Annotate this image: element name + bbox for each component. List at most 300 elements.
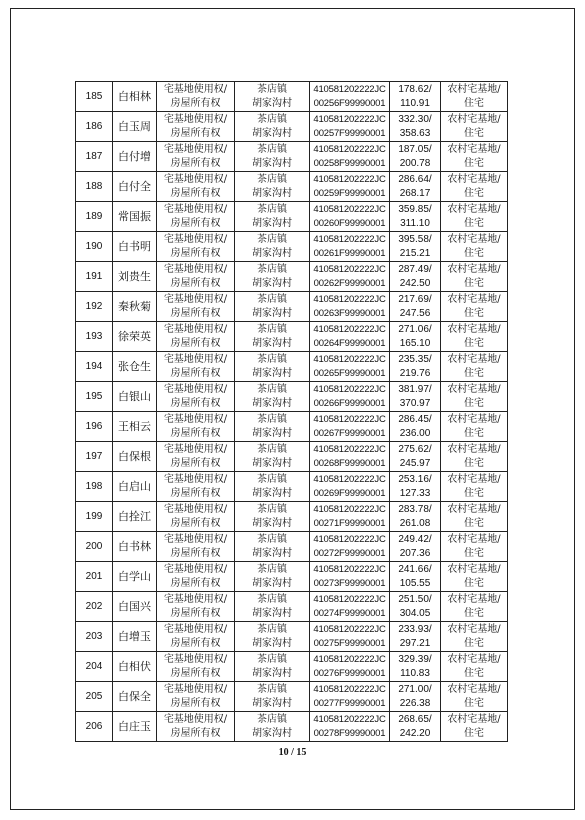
row-number: 202 bbox=[76, 592, 113, 622]
right-type-line-2: 房屋所有权 bbox=[170, 187, 221, 199]
right-type-line-1: 宅基地使用权/ bbox=[163, 413, 228, 425]
land-use bbox=[441, 352, 508, 382]
right-type bbox=[157, 682, 235, 712]
location bbox=[235, 652, 310, 682]
row-number: 193 bbox=[76, 322, 113, 352]
land-use bbox=[441, 322, 508, 352]
unit-code bbox=[310, 592, 390, 622]
unit-code-line-2: 00272F99990001 bbox=[313, 547, 386, 559]
unit-code bbox=[310, 232, 390, 262]
area-values-line-1: 241.66/ bbox=[398, 563, 432, 575]
right-type-line-2: 房屋所有权 bbox=[170, 487, 221, 499]
land-use-line-2: 住宅 bbox=[464, 187, 484, 199]
land-use-line-2: 住宅 bbox=[464, 637, 484, 649]
table-row bbox=[76, 142, 508, 172]
area-values-line-1: 235.35/ bbox=[398, 353, 432, 365]
unit-code-line-2: 00260F99990001 bbox=[313, 217, 386, 229]
location-line-2: 胡家沟村 bbox=[252, 517, 292, 529]
land-use bbox=[441, 382, 508, 412]
table-row bbox=[76, 292, 508, 322]
location bbox=[235, 352, 310, 382]
land-use bbox=[441, 562, 508, 592]
right-type-line-1: 宅基地使用权/ bbox=[163, 323, 228, 335]
unit-code bbox=[310, 202, 390, 232]
right-type-line-2: 房屋所有权 bbox=[170, 577, 221, 589]
unit-code-line-2: 00269F99990001 bbox=[313, 487, 386, 499]
location bbox=[235, 532, 310, 562]
area-values-line-1: 268.65/ bbox=[398, 713, 432, 725]
location-line-2: 胡家沟村 bbox=[252, 427, 292, 439]
land-use-line-1: 农村宅基地/ bbox=[447, 323, 501, 335]
area-values bbox=[390, 232, 441, 262]
right-type-line-1: 宅基地使用权/ bbox=[163, 383, 228, 395]
location bbox=[235, 322, 310, 352]
right-type-line-1: 宅基地使用权/ bbox=[163, 83, 228, 95]
unit-code bbox=[310, 622, 390, 652]
area-values-line-2: 215.21 bbox=[399, 247, 431, 259]
right-type-line-2: 房屋所有权 bbox=[170, 247, 221, 259]
right-type-line-2: 房屋所有权 bbox=[170, 217, 221, 229]
area-values-line-1: 329.39/ bbox=[398, 653, 432, 665]
unit-code-line-2: 00262F99990001 bbox=[313, 277, 386, 289]
area-values-line-1: 178.62/ bbox=[398, 83, 432, 95]
owner-name: 白付全 bbox=[113, 172, 157, 202]
land-use-line-2: 住宅 bbox=[464, 517, 484, 529]
unit-code-line-2: 00263F99990001 bbox=[313, 307, 386, 319]
unit-code bbox=[310, 562, 390, 592]
location-line-1: 茶店镇 bbox=[257, 113, 287, 125]
right-type bbox=[157, 442, 235, 472]
location-line-1: 茶店镇 bbox=[257, 143, 287, 155]
location-line-2: 胡家沟村 bbox=[252, 367, 292, 379]
land-use-line-2: 住宅 bbox=[464, 277, 484, 289]
unit-code-line-2: 00271F99990001 bbox=[313, 517, 386, 529]
owner-name: 白相林 bbox=[113, 82, 157, 112]
right-type bbox=[157, 562, 235, 592]
land-use-line-1: 农村宅基地/ bbox=[447, 383, 501, 395]
area-values bbox=[390, 412, 441, 442]
table-row bbox=[76, 202, 508, 232]
owner-name: 白玉周 bbox=[113, 112, 157, 142]
location-line-1: 茶店镇 bbox=[257, 383, 287, 395]
owner-name: 白增玉 bbox=[113, 622, 157, 652]
area-values-line-1: 271.06/ bbox=[398, 323, 432, 335]
area-values-line-2: 226.38 bbox=[399, 697, 431, 709]
area-values-line-2: 358.63 bbox=[399, 127, 431, 139]
table-row bbox=[76, 382, 508, 412]
location-line-2: 胡家沟村 bbox=[252, 307, 292, 319]
location-line-1: 茶店镇 bbox=[257, 293, 287, 305]
location-line-1: 茶店镇 bbox=[257, 683, 287, 695]
unit-code-line-2: 00276F99990001 bbox=[313, 667, 386, 679]
owner-name: 刘贵生 bbox=[113, 262, 157, 292]
right-type-line-1: 宅基地使用权/ bbox=[163, 173, 228, 185]
right-type-line-1: 宅基地使用权/ bbox=[163, 263, 228, 275]
row-number: 201 bbox=[76, 562, 113, 592]
right-type bbox=[157, 172, 235, 202]
land-use-line-2: 住宅 bbox=[464, 307, 484, 319]
area-values-line-2: 311.10 bbox=[400, 217, 430, 229]
land-use bbox=[441, 292, 508, 322]
land-use-line-1: 农村宅基地/ bbox=[447, 593, 501, 605]
right-type-line-1: 宅基地使用权/ bbox=[163, 503, 228, 515]
unit-code bbox=[310, 262, 390, 292]
right-type bbox=[157, 292, 235, 322]
location-line-2: 胡家沟村 bbox=[252, 697, 292, 709]
right-type bbox=[157, 592, 235, 622]
unit-code-line-1: 410581202222JC bbox=[313, 383, 386, 395]
table-row bbox=[76, 682, 508, 712]
land-use bbox=[441, 82, 508, 112]
land-use-line-2: 住宅 bbox=[464, 217, 484, 229]
land-use-line-2: 住宅 bbox=[464, 577, 484, 589]
location-line-1: 茶店镇 bbox=[257, 353, 287, 365]
right-type-line-1: 宅基地使用权/ bbox=[163, 713, 228, 725]
area-values-line-1: 253.16/ bbox=[398, 473, 432, 485]
location bbox=[235, 262, 310, 292]
unit-code-line-1: 410581202222JC bbox=[313, 113, 386, 125]
row-number: 200 bbox=[76, 532, 113, 562]
location-line-1: 茶店镇 bbox=[257, 173, 287, 185]
location-line-2: 胡家沟村 bbox=[252, 127, 292, 139]
unit-code-line-1: 410581202222JC bbox=[313, 143, 386, 155]
land-use bbox=[441, 142, 508, 172]
right-type bbox=[157, 382, 235, 412]
right-type-line-2: 房屋所有权 bbox=[170, 667, 221, 679]
right-type-line-2: 房屋所有权 bbox=[170, 637, 221, 649]
row-number: 197 bbox=[76, 442, 113, 472]
location-line-1: 茶店镇 bbox=[257, 413, 287, 425]
location-line-2: 胡家沟村 bbox=[252, 97, 292, 109]
registration-table bbox=[75, 81, 508, 742]
land-use-line-2: 住宅 bbox=[464, 547, 484, 559]
area-values bbox=[390, 352, 441, 382]
land-use-line-1: 农村宅基地/ bbox=[447, 473, 501, 485]
area-values-line-1: 381.97/ bbox=[398, 383, 432, 395]
owner-name: 白保根 bbox=[113, 442, 157, 472]
row-number: 191 bbox=[76, 262, 113, 292]
land-use-line-1: 农村宅基地/ bbox=[447, 443, 501, 455]
right-type-line-2: 房屋所有权 bbox=[170, 697, 221, 709]
right-type-line-1: 宅基地使用权/ bbox=[163, 113, 228, 125]
location-line-1: 茶店镇 bbox=[257, 323, 287, 335]
area-values-line-1: 359.85/ bbox=[398, 203, 432, 215]
unit-code-line-1: 410581202222JC bbox=[313, 413, 386, 425]
table-row bbox=[76, 622, 508, 652]
row-number: 186 bbox=[76, 112, 113, 142]
area-values-line-2: 247.56 bbox=[399, 307, 431, 319]
area-values-line-2: 200.78 bbox=[399, 157, 431, 169]
area-values-line-1: 271.00/ bbox=[398, 683, 432, 695]
area-values-line-2: 110.83 bbox=[400, 667, 430, 679]
right-type bbox=[157, 712, 235, 742]
owner-name: 徐荣英 bbox=[113, 322, 157, 352]
right-type bbox=[157, 262, 235, 292]
unit-code bbox=[310, 382, 390, 412]
unit-code bbox=[310, 112, 390, 142]
table-row bbox=[76, 172, 508, 202]
area-values bbox=[390, 622, 441, 652]
unit-code bbox=[310, 352, 390, 382]
row-number: 205 bbox=[76, 682, 113, 712]
area-values-line-2: 370.97 bbox=[399, 397, 431, 409]
land-use-line-1: 农村宅基地/ bbox=[447, 533, 501, 545]
table-row bbox=[76, 412, 508, 442]
right-type-line-1: 宅基地使用权/ bbox=[163, 623, 228, 635]
area-values bbox=[390, 172, 441, 202]
unit-code bbox=[310, 472, 390, 502]
location-line-2: 胡家沟村 bbox=[252, 457, 292, 469]
right-type bbox=[157, 622, 235, 652]
unit-code bbox=[310, 712, 390, 742]
row-number: 189 bbox=[76, 202, 113, 232]
row-number: 195 bbox=[76, 382, 113, 412]
location bbox=[235, 292, 310, 322]
owner-name: 白国兴 bbox=[113, 592, 157, 622]
right-type bbox=[157, 82, 235, 112]
location-line-1: 茶店镇 bbox=[257, 203, 287, 215]
land-use-line-2: 住宅 bbox=[464, 727, 484, 739]
owner-name: 王相云 bbox=[113, 412, 157, 442]
location-line-1: 茶店镇 bbox=[257, 533, 287, 545]
row-number: 185 bbox=[76, 82, 113, 112]
area-values bbox=[390, 532, 441, 562]
land-use bbox=[441, 202, 508, 232]
location-line-2: 胡家沟村 bbox=[252, 667, 292, 679]
unit-code-line-2: 00257F99990001 bbox=[313, 127, 386, 139]
location bbox=[235, 382, 310, 412]
location-line-2: 胡家沟村 bbox=[252, 187, 292, 199]
unit-code-line-1: 410581202222JC bbox=[313, 653, 386, 665]
unit-code-line-1: 410581202222JC bbox=[313, 443, 386, 455]
unit-code bbox=[310, 502, 390, 532]
table-row bbox=[76, 592, 508, 622]
land-use-line-1: 农村宅基地/ bbox=[447, 203, 501, 215]
right-type-line-2: 房屋所有权 bbox=[170, 397, 221, 409]
right-type bbox=[157, 112, 235, 142]
land-use-line-1: 农村宅基地/ bbox=[447, 293, 501, 305]
area-values bbox=[390, 562, 441, 592]
location bbox=[235, 202, 310, 232]
location-line-1: 茶店镇 bbox=[257, 443, 287, 455]
row-number: 190 bbox=[76, 232, 113, 262]
unit-code-line-2: 00264F99990001 bbox=[313, 337, 386, 349]
table-row bbox=[76, 322, 508, 352]
area-values bbox=[390, 112, 441, 142]
area-values bbox=[390, 472, 441, 502]
right-type bbox=[157, 202, 235, 232]
right-type-line-1: 宅基地使用权/ bbox=[163, 653, 228, 665]
right-type bbox=[157, 352, 235, 382]
right-type-line-1: 宅基地使用权/ bbox=[163, 593, 228, 605]
location-line-2: 胡家沟村 bbox=[252, 637, 292, 649]
row-number: 192 bbox=[76, 292, 113, 322]
location bbox=[235, 472, 310, 502]
location-line-1: 茶店镇 bbox=[257, 263, 287, 275]
location-line-1: 茶店镇 bbox=[257, 503, 287, 515]
unit-code-line-1: 410581202222JC bbox=[313, 683, 386, 695]
owner-name: 白银山 bbox=[113, 382, 157, 412]
right-type-line-2: 房屋所有权 bbox=[170, 97, 221, 109]
row-number: 198 bbox=[76, 472, 113, 502]
area-values bbox=[390, 82, 441, 112]
land-use-line-2: 住宅 bbox=[464, 247, 484, 259]
owner-name: 白保全 bbox=[113, 682, 157, 712]
land-use-line-1: 农村宅基地/ bbox=[447, 623, 501, 635]
unit-code-line-2: 00268F99990001 bbox=[313, 457, 386, 469]
land-use-line-1: 农村宅基地/ bbox=[447, 563, 501, 575]
location-line-1: 茶店镇 bbox=[257, 653, 287, 665]
land-use-line-2: 住宅 bbox=[464, 337, 484, 349]
unit-code-line-2: 00266F99990001 bbox=[313, 397, 386, 409]
location-line-2: 胡家沟村 bbox=[252, 727, 292, 739]
table-row bbox=[76, 532, 508, 562]
right-type bbox=[157, 532, 235, 562]
land-use-line-1: 农村宅基地/ bbox=[447, 683, 501, 695]
area-values-line-2: 245.97 bbox=[399, 457, 431, 469]
right-type-line-2: 房屋所有权 bbox=[170, 457, 221, 469]
unit-code bbox=[310, 652, 390, 682]
table-row bbox=[76, 232, 508, 262]
right-type bbox=[157, 652, 235, 682]
row-number: 206 bbox=[76, 712, 113, 742]
owner-name: 常国振 bbox=[113, 202, 157, 232]
unit-code bbox=[310, 82, 390, 112]
table-row bbox=[76, 562, 508, 592]
right-type-line-1: 宅基地使用权/ bbox=[163, 683, 228, 695]
area-values-line-2: 242.20 bbox=[399, 727, 431, 739]
land-use-line-1: 农村宅基地/ bbox=[447, 713, 501, 725]
land-use-line-1: 农村宅基地/ bbox=[447, 233, 501, 245]
location bbox=[235, 502, 310, 532]
right-type-line-2: 房屋所有权 bbox=[170, 157, 221, 169]
unit-code-line-2: 00273F99990001 bbox=[313, 577, 386, 589]
location-line-1: 茶店镇 bbox=[257, 593, 287, 605]
unit-code bbox=[310, 172, 390, 202]
unit-code-line-2: 00258F99990001 bbox=[313, 157, 386, 169]
table-row bbox=[76, 262, 508, 292]
area-values-line-2: 242.50 bbox=[399, 277, 431, 289]
location bbox=[235, 562, 310, 592]
area-values-line-2: 268.17 bbox=[399, 187, 431, 199]
land-use-line-1: 农村宅基地/ bbox=[447, 83, 501, 95]
right-type bbox=[157, 142, 235, 172]
land-use bbox=[441, 532, 508, 562]
unit-code-line-1: 410581202222JC bbox=[313, 503, 386, 515]
right-type-line-2: 房屋所有权 bbox=[170, 367, 221, 379]
row-number: 204 bbox=[76, 652, 113, 682]
table-row bbox=[76, 652, 508, 682]
table-row bbox=[76, 442, 508, 472]
area-values-line-1: 251.50/ bbox=[398, 593, 432, 605]
area-values-line-2: 297.21 bbox=[399, 637, 431, 649]
location-line-1: 茶店镇 bbox=[257, 623, 287, 635]
right-type-line-1: 宅基地使用权/ bbox=[163, 293, 228, 305]
table-row bbox=[76, 472, 508, 502]
owner-name: 白书明 bbox=[113, 232, 157, 262]
right-type-line-1: 宅基地使用权/ bbox=[163, 143, 228, 155]
land-use-line-2: 住宅 bbox=[464, 427, 484, 439]
land-use-line-1: 农村宅基地/ bbox=[447, 173, 501, 185]
area-values bbox=[390, 382, 441, 412]
unit-code-line-1: 410581202222JC bbox=[313, 353, 386, 365]
right-type-line-2: 房屋所有权 bbox=[170, 547, 221, 559]
location bbox=[235, 412, 310, 442]
land-use-line-1: 农村宅基地/ bbox=[447, 113, 501, 125]
area-values bbox=[390, 292, 441, 322]
unit-code-line-1: 410581202222JC bbox=[313, 293, 386, 305]
row-number: 194 bbox=[76, 352, 113, 382]
unit-code-line-2: 00274F99990001 bbox=[313, 607, 386, 619]
land-use-line-1: 农村宅基地/ bbox=[447, 143, 501, 155]
land-use bbox=[441, 232, 508, 262]
unit-code-line-1: 410581202222JC bbox=[313, 203, 386, 215]
land-use-line-2: 住宅 bbox=[464, 397, 484, 409]
right-type-line-2: 房屋所有权 bbox=[170, 307, 221, 319]
unit-code-line-1: 410581202222JC bbox=[313, 173, 386, 185]
land-use-line-2: 住宅 bbox=[464, 667, 484, 679]
owner-name: 白付增 bbox=[113, 142, 157, 172]
right-type-line-1: 宅基地使用权/ bbox=[163, 353, 228, 365]
land-use-line-2: 住宅 bbox=[464, 157, 484, 169]
owner-name: 白相伏 bbox=[113, 652, 157, 682]
area-values-line-1: 187.05/ bbox=[398, 143, 432, 155]
location-line-2: 胡家沟村 bbox=[252, 577, 292, 589]
area-values-line-2: 105.55 bbox=[399, 577, 431, 589]
land-use bbox=[441, 472, 508, 502]
location-line-1: 茶店镇 bbox=[257, 563, 287, 575]
area-values-line-2: 236.00 bbox=[399, 427, 431, 439]
area-values bbox=[390, 442, 441, 472]
right-type-line-2: 房屋所有权 bbox=[170, 517, 221, 529]
area-values bbox=[390, 202, 441, 232]
land-use bbox=[441, 172, 508, 202]
location bbox=[235, 682, 310, 712]
location-line-2: 胡家沟村 bbox=[252, 337, 292, 349]
right-type-line-1: 宅基地使用权/ bbox=[163, 443, 228, 455]
location-line-1: 茶店镇 bbox=[257, 233, 287, 245]
location bbox=[235, 712, 310, 742]
area-values-line-1: 286.64/ bbox=[398, 173, 432, 185]
right-type-line-2: 房屋所有权 bbox=[170, 277, 221, 289]
row-number: 196 bbox=[76, 412, 113, 442]
land-use-line-1: 农村宅基地/ bbox=[447, 503, 501, 515]
unit-code bbox=[310, 682, 390, 712]
right-type-line-2: 房屋所有权 bbox=[170, 127, 221, 139]
unit-code-line-2: 00278F99990001 bbox=[313, 727, 386, 739]
right-type-line-1: 宅基地使用权/ bbox=[163, 203, 228, 215]
unit-code-line-1: 410581202222JC bbox=[313, 533, 386, 545]
land-use-line-2: 住宅 bbox=[464, 607, 484, 619]
location bbox=[235, 622, 310, 652]
location bbox=[235, 232, 310, 262]
area-values-line-2: 261.08 bbox=[399, 517, 431, 529]
land-use bbox=[441, 112, 508, 142]
location-line-2: 胡家沟村 bbox=[252, 397, 292, 409]
owner-name: 白庄玉 bbox=[113, 712, 157, 742]
location bbox=[235, 142, 310, 172]
right-type bbox=[157, 322, 235, 352]
owner-name: 白书林 bbox=[113, 532, 157, 562]
unit-code-line-1: 410581202222JC bbox=[313, 263, 386, 275]
page-number: 10 / 15 bbox=[278, 747, 307, 758]
area-values bbox=[390, 322, 441, 352]
location-line-2: 胡家沟村 bbox=[252, 487, 292, 499]
land-use bbox=[441, 502, 508, 532]
unit-code-line-1: 410581202222JC bbox=[313, 323, 386, 335]
area-values-line-2: 127.33 bbox=[399, 487, 431, 499]
area-values bbox=[390, 592, 441, 622]
